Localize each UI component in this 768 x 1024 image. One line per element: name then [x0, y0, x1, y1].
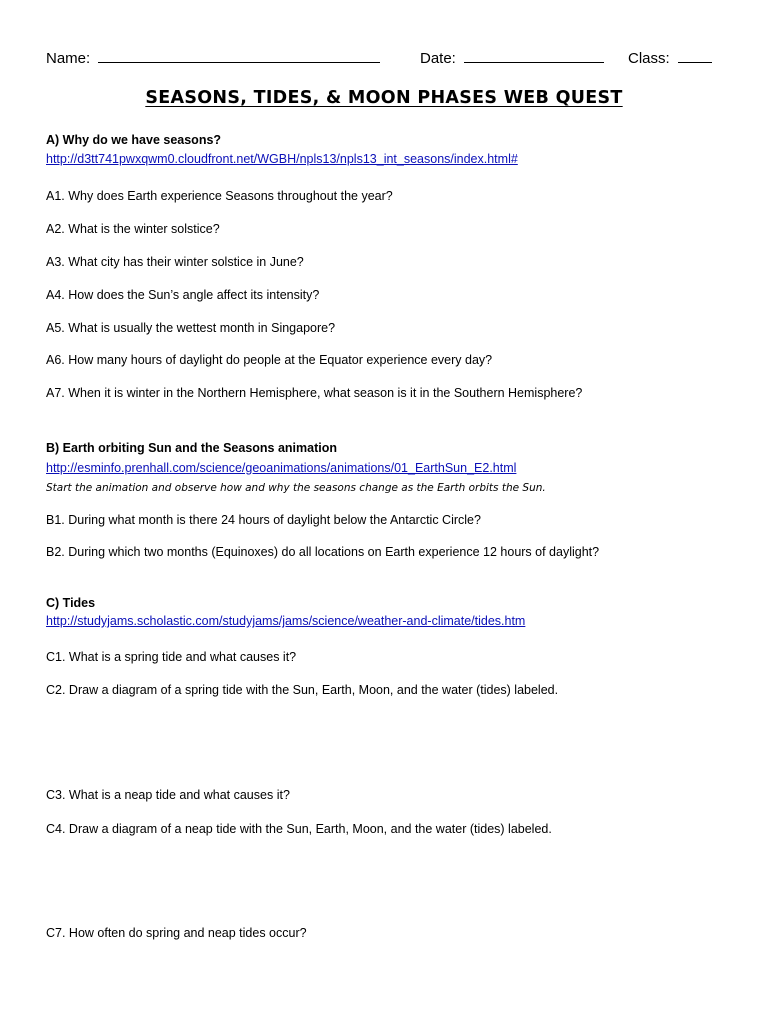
question-c1: C1. What is a spring tide and what causes it? — [46, 650, 297, 664]
section-c-link[interactable]: http://studyjams.scholastic.com/studyjams/jams/science/weather-and-climate/tides.htm — [46, 614, 526, 628]
section-a-heading: A) Why do we have seasons? — [46, 133, 222, 147]
date-label: Date: — [420, 50, 456, 67]
date-blank[interactable] — [464, 48, 604, 63]
question-c3: C3. What is a neap tide and what causes it? — [46, 788, 290, 802]
question-a4: A4. How does the Sun’s angle affect its intensity? — [46, 288, 320, 302]
section-c-heading: C) Tides — [46, 596, 96, 610]
question-a2: A2. What is the winter solstice? — [46, 222, 220, 236]
class-blank[interactable] — [678, 48, 712, 63]
question-b1: B1. During what month is there 24 hours of daylight below the Antarctic Circle? — [46, 513, 481, 527]
question-a5: A5. What is usually the wettest month in Singapore? — [46, 321, 336, 335]
section-b-heading: B) Earth orbiting Sun and the Seasons animation — [46, 441, 337, 455]
question-c4: C4. Draw a diagram of a neap tide with the Sun, Earth, Moon, and the water (tides) labeled. — [46, 822, 552, 836]
name-label: Name: — [46, 50, 91, 67]
question-c7: C7. How often do spring and neap tides occur? — [46, 926, 307, 940]
class-label: Class: — [628, 50, 670, 67]
question-a1: A1. Why does Earth experience Seasons throughout the year? — [46, 189, 393, 203]
question-b2: B2. During which two months (Equinoxes) do all locations on Earth experience 12 hours of daylight? — [46, 545, 600, 559]
section-a-link[interactable]: http://d3tt741pwxqwm0.cloudfront.net/WGBH/npls13/npls13_int_seasons/index.html# — [46, 152, 518, 166]
name-field[interactable] — [46, 48, 380, 67]
question-c2: C2. Draw a diagram of a spring tide with the Sun, Earth, Moon, and the water (tides) labeled. — [46, 683, 559, 697]
section-b-link[interactable]: http://esminfo.prenhall.com/science/geoanimations/animations/01_EarthSun_E2.html — [46, 461, 517, 475]
date-field[interactable] — [420, 48, 604, 67]
question-a6: A6. How many hours of daylight do people at the Equator experience every day? — [46, 353, 493, 367]
question-a7: A7. When it is winter in the Northern Hemisphere, what season is it in the Southern Hemisphere? — [46, 386, 583, 400]
question-a3: A3. What city has their winter solstice in June? — [46, 255, 304, 269]
page-title: SEASONS, TIDES, & MOON PHASES WEB QUEST — [145, 88, 623, 108]
name-blank[interactable] — [98, 48, 380, 63]
class-field[interactable] — [628, 48, 712, 67]
section-b-note: Start the animation and observe how and why the seasons change as the Earth orbits the Sun. — [46, 482, 546, 494]
